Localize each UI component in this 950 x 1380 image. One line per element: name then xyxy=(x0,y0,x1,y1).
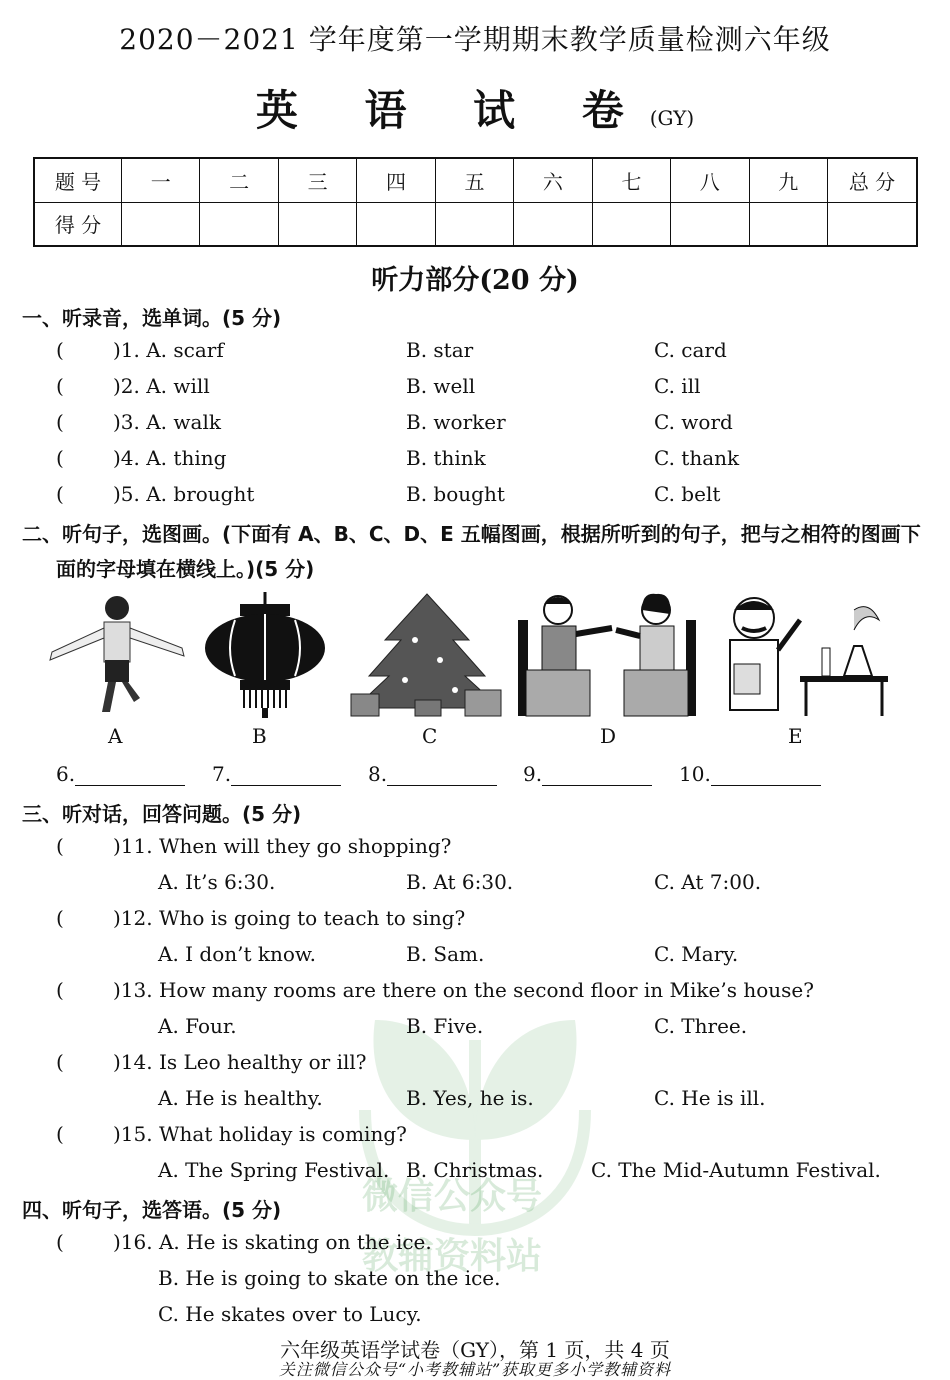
answer-paren[interactable]: ( xyxy=(56,1230,64,1254)
score-input-cell[interactable] xyxy=(592,202,670,246)
option-a: A. I don’t know. xyxy=(158,942,317,966)
option-c: C. word xyxy=(654,410,733,434)
answer-paren[interactable]: ( xyxy=(56,834,64,858)
picture-b-lantern-icon xyxy=(200,590,330,720)
picture-label-a: A xyxy=(108,724,123,748)
picture-label-c: C xyxy=(422,724,438,748)
answer-paren[interactable]: ( xyxy=(56,446,64,470)
score-input-cell[interactable] xyxy=(278,202,356,246)
picture-d-children-talking-icon xyxy=(516,590,698,720)
score-input-cell[interactable] xyxy=(828,202,918,246)
score-input-cell[interactable] xyxy=(514,202,592,246)
score-cell: 七 xyxy=(592,158,670,202)
question-text: )15. What holiday is coming? xyxy=(113,1122,407,1146)
score-row-label: 得 分 xyxy=(34,202,122,246)
score-cell: 八 xyxy=(671,158,749,202)
option-c: C. card xyxy=(654,338,727,362)
score-cell: 六 xyxy=(514,158,592,202)
picture-label-e: E xyxy=(788,724,803,748)
answer-paren[interactable]: ( xyxy=(56,410,64,434)
option-a: )4. A. thing xyxy=(113,446,227,470)
part2-heading-line1: 二、听句子，选图画。(下面有 A、B、C、D、E 五幅图画，根据所听到的句子，把与之相符的图画下 xyxy=(22,522,921,546)
option-a: A. The Spring Festival. xyxy=(158,1158,390,1182)
option-a: A. Four. xyxy=(158,1014,237,1038)
answer-blank-10[interactable] xyxy=(679,762,821,786)
option-b: B. He is going to skate on the ice. xyxy=(158,1266,501,1290)
picture-c-christmas-tree-icon xyxy=(345,590,510,720)
option-a: )2. A. will xyxy=(113,374,210,398)
question-text: )13. How many rooms are there on the second floor in Mike’s house? xyxy=(113,978,814,1002)
option-a: A. He is healthy. xyxy=(158,1086,323,1110)
blank-number: 6. xyxy=(56,762,76,786)
blank-number: 8. xyxy=(368,762,388,786)
score-input-cell[interactable] xyxy=(357,202,435,246)
watermark-line1: 微信公众号 xyxy=(362,1176,543,1217)
page-footer: 六年级英语学试卷（GY），第 1 页，共 4 页 xyxy=(280,1338,670,1362)
option-c: C. He is ill. xyxy=(654,1086,766,1110)
score-cell: 九 xyxy=(749,158,828,202)
score-input-cell[interactable] xyxy=(749,202,828,246)
option-c: C. Three. xyxy=(654,1014,748,1038)
score-cell: 一 xyxy=(122,158,200,202)
option-b: B. think xyxy=(406,446,486,470)
score-input-cell[interactable] xyxy=(122,202,200,246)
option-a: )5. A. brought xyxy=(113,482,255,506)
answer-paren[interactable]: ( xyxy=(56,374,64,398)
option-b: B. star xyxy=(406,338,474,362)
watermark-line2: 教辅资料站 xyxy=(362,1236,543,1277)
picture-label-b: B xyxy=(252,724,267,748)
option-b: B. bought xyxy=(406,482,505,506)
option-b: B. worker xyxy=(406,410,506,434)
answer-blank-6[interactable] xyxy=(56,762,185,786)
picture-a-dancing-girl-icon xyxy=(42,590,192,720)
part3-heading: 三、听对话，回答问题。(5 分) xyxy=(22,802,302,826)
option-a: )3. A. walk xyxy=(113,410,221,434)
part4-heading: 四、听句子，选答语。(5 分) xyxy=(22,1198,282,1222)
answer-blank-7[interactable] xyxy=(212,762,341,786)
exam-title: 2020－2021 学年度第一学期期末教学质量检测六年级 xyxy=(119,23,831,56)
option-c: C. He skates over to Lucy. xyxy=(158,1302,422,1326)
picture-label-d: D xyxy=(600,724,617,748)
picture-e-scientist-icon xyxy=(704,590,892,720)
score-cell: 二 xyxy=(200,158,278,202)
footer-note: 关注微信公众号“小考教辅站”获取更多小学教辅资料 xyxy=(278,1360,672,1379)
option-a: )1. A. scarf xyxy=(113,338,224,362)
option-c: C. The Mid-Autumn Festival. xyxy=(591,1158,881,1182)
question-text: )11. When will they go shopping? xyxy=(113,834,452,858)
score-table-score-row xyxy=(34,202,917,246)
option-b: B. At 6:30. xyxy=(406,870,514,894)
option-a: )16. A. He is skating on the ice. xyxy=(113,1230,432,1254)
score-cell: 题 号 xyxy=(34,158,122,202)
score-input-cell[interactable] xyxy=(200,202,278,246)
score-cell: 五 xyxy=(435,158,513,202)
blank-number: 9. xyxy=(523,762,543,786)
option-b: B. Christmas. xyxy=(406,1158,544,1182)
score-cell: 四 xyxy=(357,158,435,202)
option-c: C. ill xyxy=(654,374,701,398)
option-b: B. Five. xyxy=(406,1014,484,1038)
answer-paren[interactable]: ( xyxy=(56,482,64,506)
blank-number: 10. xyxy=(679,762,711,786)
part1-heading: 一、听录音，选单词。(5 分) xyxy=(22,306,282,330)
answer-blank-8[interactable] xyxy=(368,762,497,786)
answer-paren[interactable]: ( xyxy=(56,1122,64,1146)
answer-paren[interactable]: ( xyxy=(56,1050,64,1074)
option-c: C. thank xyxy=(654,446,740,470)
score-table xyxy=(33,157,918,247)
paper-title-text: 英 语 试 卷 xyxy=(255,86,650,135)
blank-number: 7. xyxy=(212,762,232,786)
option-b: B. Sam. xyxy=(406,942,485,966)
answer-paren[interactable]: ( xyxy=(56,338,64,362)
paper-code: (GY) xyxy=(649,106,695,130)
option-b: B. well xyxy=(406,374,476,398)
score-input-cell[interactable] xyxy=(671,202,749,246)
listening-section-title: 听力部分(20 分) xyxy=(371,265,579,296)
option-c: C. Mary. xyxy=(654,942,739,966)
option-b: B. Yes, he is. xyxy=(406,1086,534,1110)
part2-heading-line2: 面的字母填在横线上。)(5 分) xyxy=(56,557,315,581)
option-c: C. At 7:00. xyxy=(654,870,762,894)
question-text: )14. Is Leo healthy or ill? xyxy=(113,1050,367,1074)
score-table-header-row xyxy=(34,158,917,202)
option-a: A. It’s 6:30. xyxy=(158,870,276,894)
answer-paren[interactable]: ( xyxy=(56,978,64,1002)
option-c: C. belt xyxy=(654,482,721,506)
answer-paren[interactable]: ( xyxy=(56,906,64,930)
score-cell: 总 分 xyxy=(828,158,918,202)
score-cell: 三 xyxy=(278,158,356,202)
answer-blank-9[interactable] xyxy=(523,762,652,786)
paper-title xyxy=(0,78,950,138)
question-text: )12. Who is going to teach to sing? xyxy=(113,906,466,930)
score-input-cell[interactable] xyxy=(435,202,513,246)
